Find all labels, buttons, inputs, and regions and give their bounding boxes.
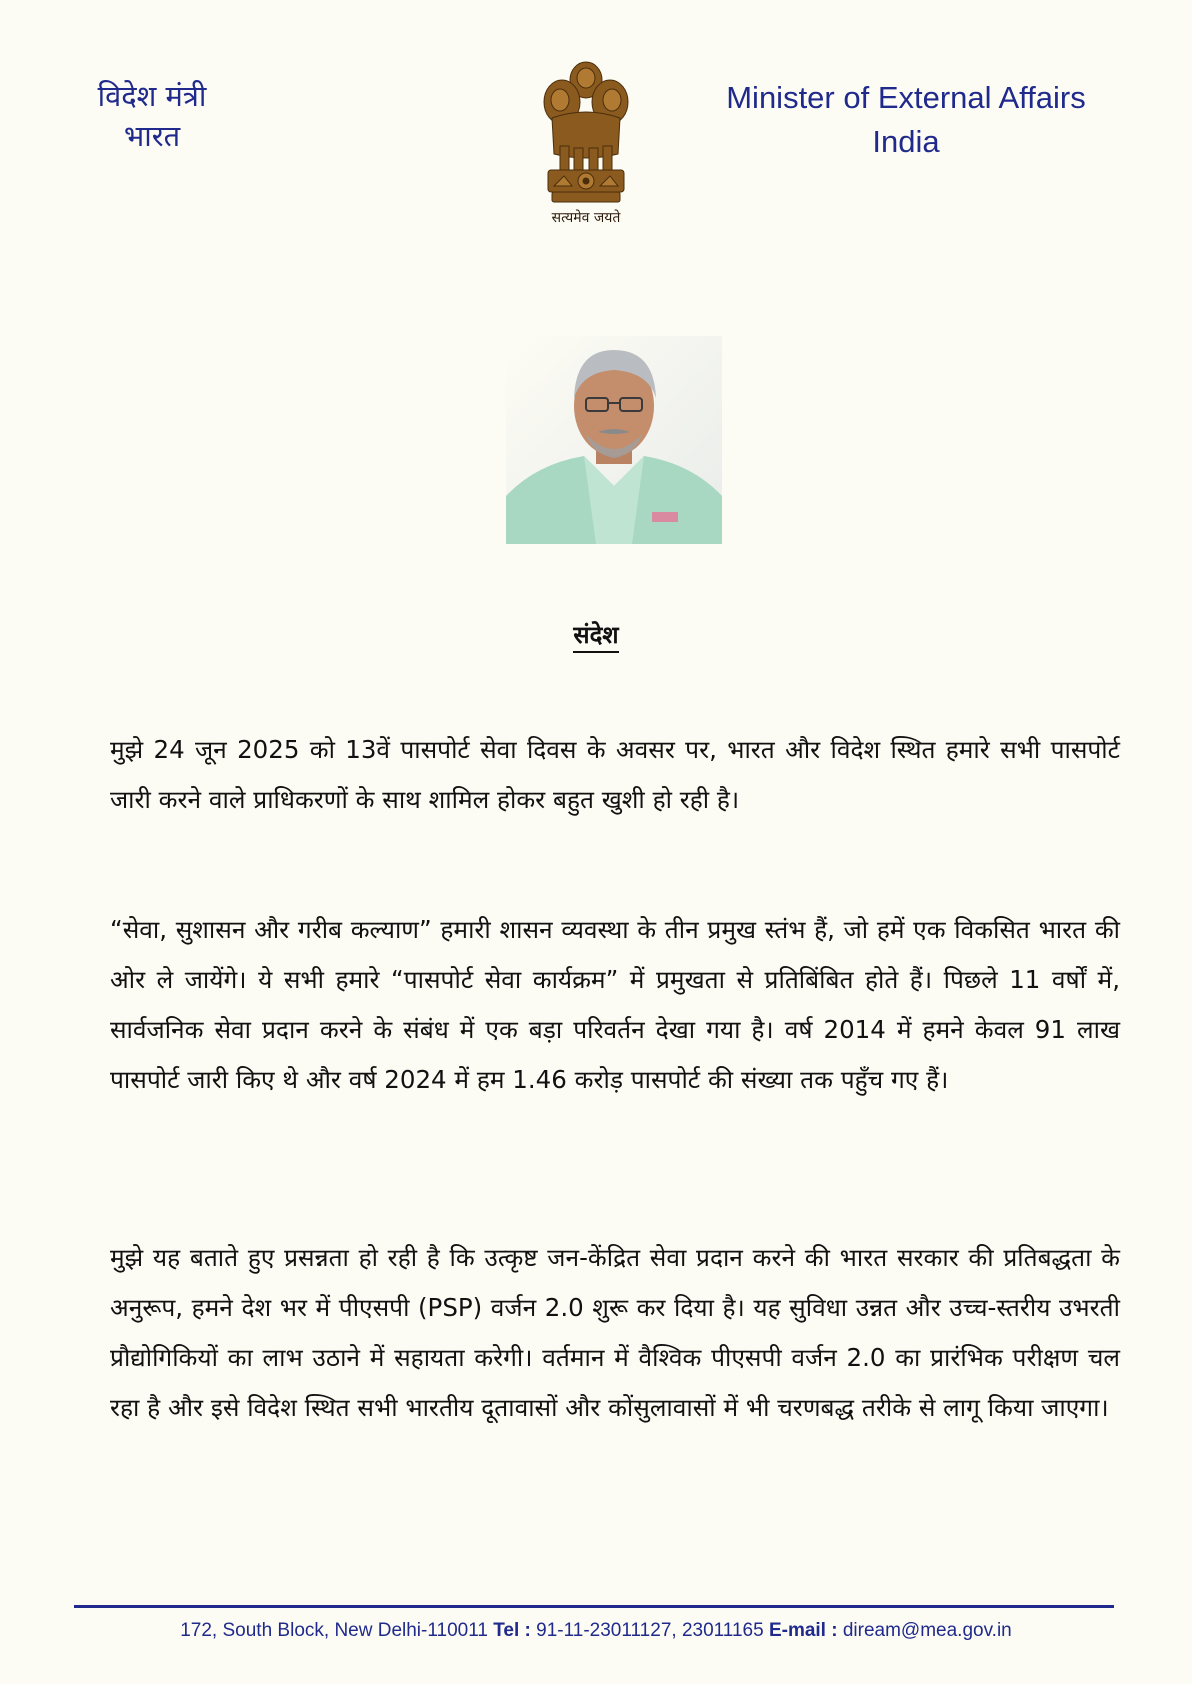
minister-portrait	[506, 336, 722, 544]
hindi-header	[72, 76, 232, 156]
message-paragraph-1: मुझे 24 जून 2025 को 13वें पासपोर्ट सेवा दिवस के अवसर पर, भारत और विदेश स्थित हमारे सभी पासपोर्ट जारी करने वाले प्राधिकरणों के साथ शामिल होकर बहुत खुशी हो रही है।	[110, 735, 1120, 814]
footer-contact	[0, 1620, 1192, 1642]
footer-tel-label: Tel :	[493, 1620, 531, 1641]
footer-divider	[74, 1605, 1114, 1608]
page-title-text: संदेश	[573, 621, 618, 653]
page-title	[0, 618, 1192, 651]
emblem-motto: सत्यमेव जयते	[551, 210, 621, 226]
hindi-header-title: विदेश मंत्री	[97, 79, 207, 113]
footer-tel-value: 91-11-23011127, 23011165	[536, 1620, 764, 1641]
message-paragraph-2: “सेवा, सुशासन और गरीब कल्याण” हमारी शासन व्यवस्था के तीन प्रमुख स्तंभ हैं, जो हमें एक विकसित भारत की ओर ले जायेंगे। ये सभी हमारे “पासपोर्ट सेवा कार्यक्रम” में प्रमुखता से प्रतिबिंबित होते हैं। पिछले 11 वर्षों में, सार्वजनिक सेवा प्रदान करने के संबंध में एक बड़ा परिवर्तन देखा गया है। वर्ष 2014 में हमने केवल 91 लाख पासपोर्ट जारी किए थे और वर्ष 2024 में हम 1.46 करोड़ पासपोर्ट की संख्या तक पहुँच गए हैं।	[110, 915, 1120, 1094]
footer-email-value[interactable]: diream@mea.gov.in	[842, 1620, 1012, 1641]
hindi-header-country: भारत	[123, 119, 181, 153]
english-header-title: Minister of External Affairs	[726, 80, 1086, 115]
footer-address: 172, South Block, New Delhi-110011	[180, 1620, 488, 1641]
footer-email-label: E-mail :	[768, 1620, 838, 1641]
english-header	[696, 76, 1116, 164]
english-header-country: India	[872, 124, 940, 159]
message-paragraph-3: मुझे यह बताते हुए प्रसन्नता हो रही है कि उत्कृष्ट जन-केंद्रित सेवा प्रदान करने की भारत सरकार की प्रतिबद्धता के अनुरूप, हमने देश भर में पीएसपी (PSP) वर्जन 2.0 शुरू कर दिया है। यह सुविधा उन्नत और उच्च-स्तरीय उभरती प्रौद्योगिकियों का लाभ उठाने में सहायता करेगी। वर्तमान में वैश्विक पीएसपी वर्जन 2.0 का प्रारंभिक परीक्षण चल रहा है और इसे विदेश स्थित सभी भारतीय दूतावासों और कोंसुलावासों में भी चरणबद्ध तरीके से लागू किया जाएगा।	[110, 1243, 1120, 1422]
